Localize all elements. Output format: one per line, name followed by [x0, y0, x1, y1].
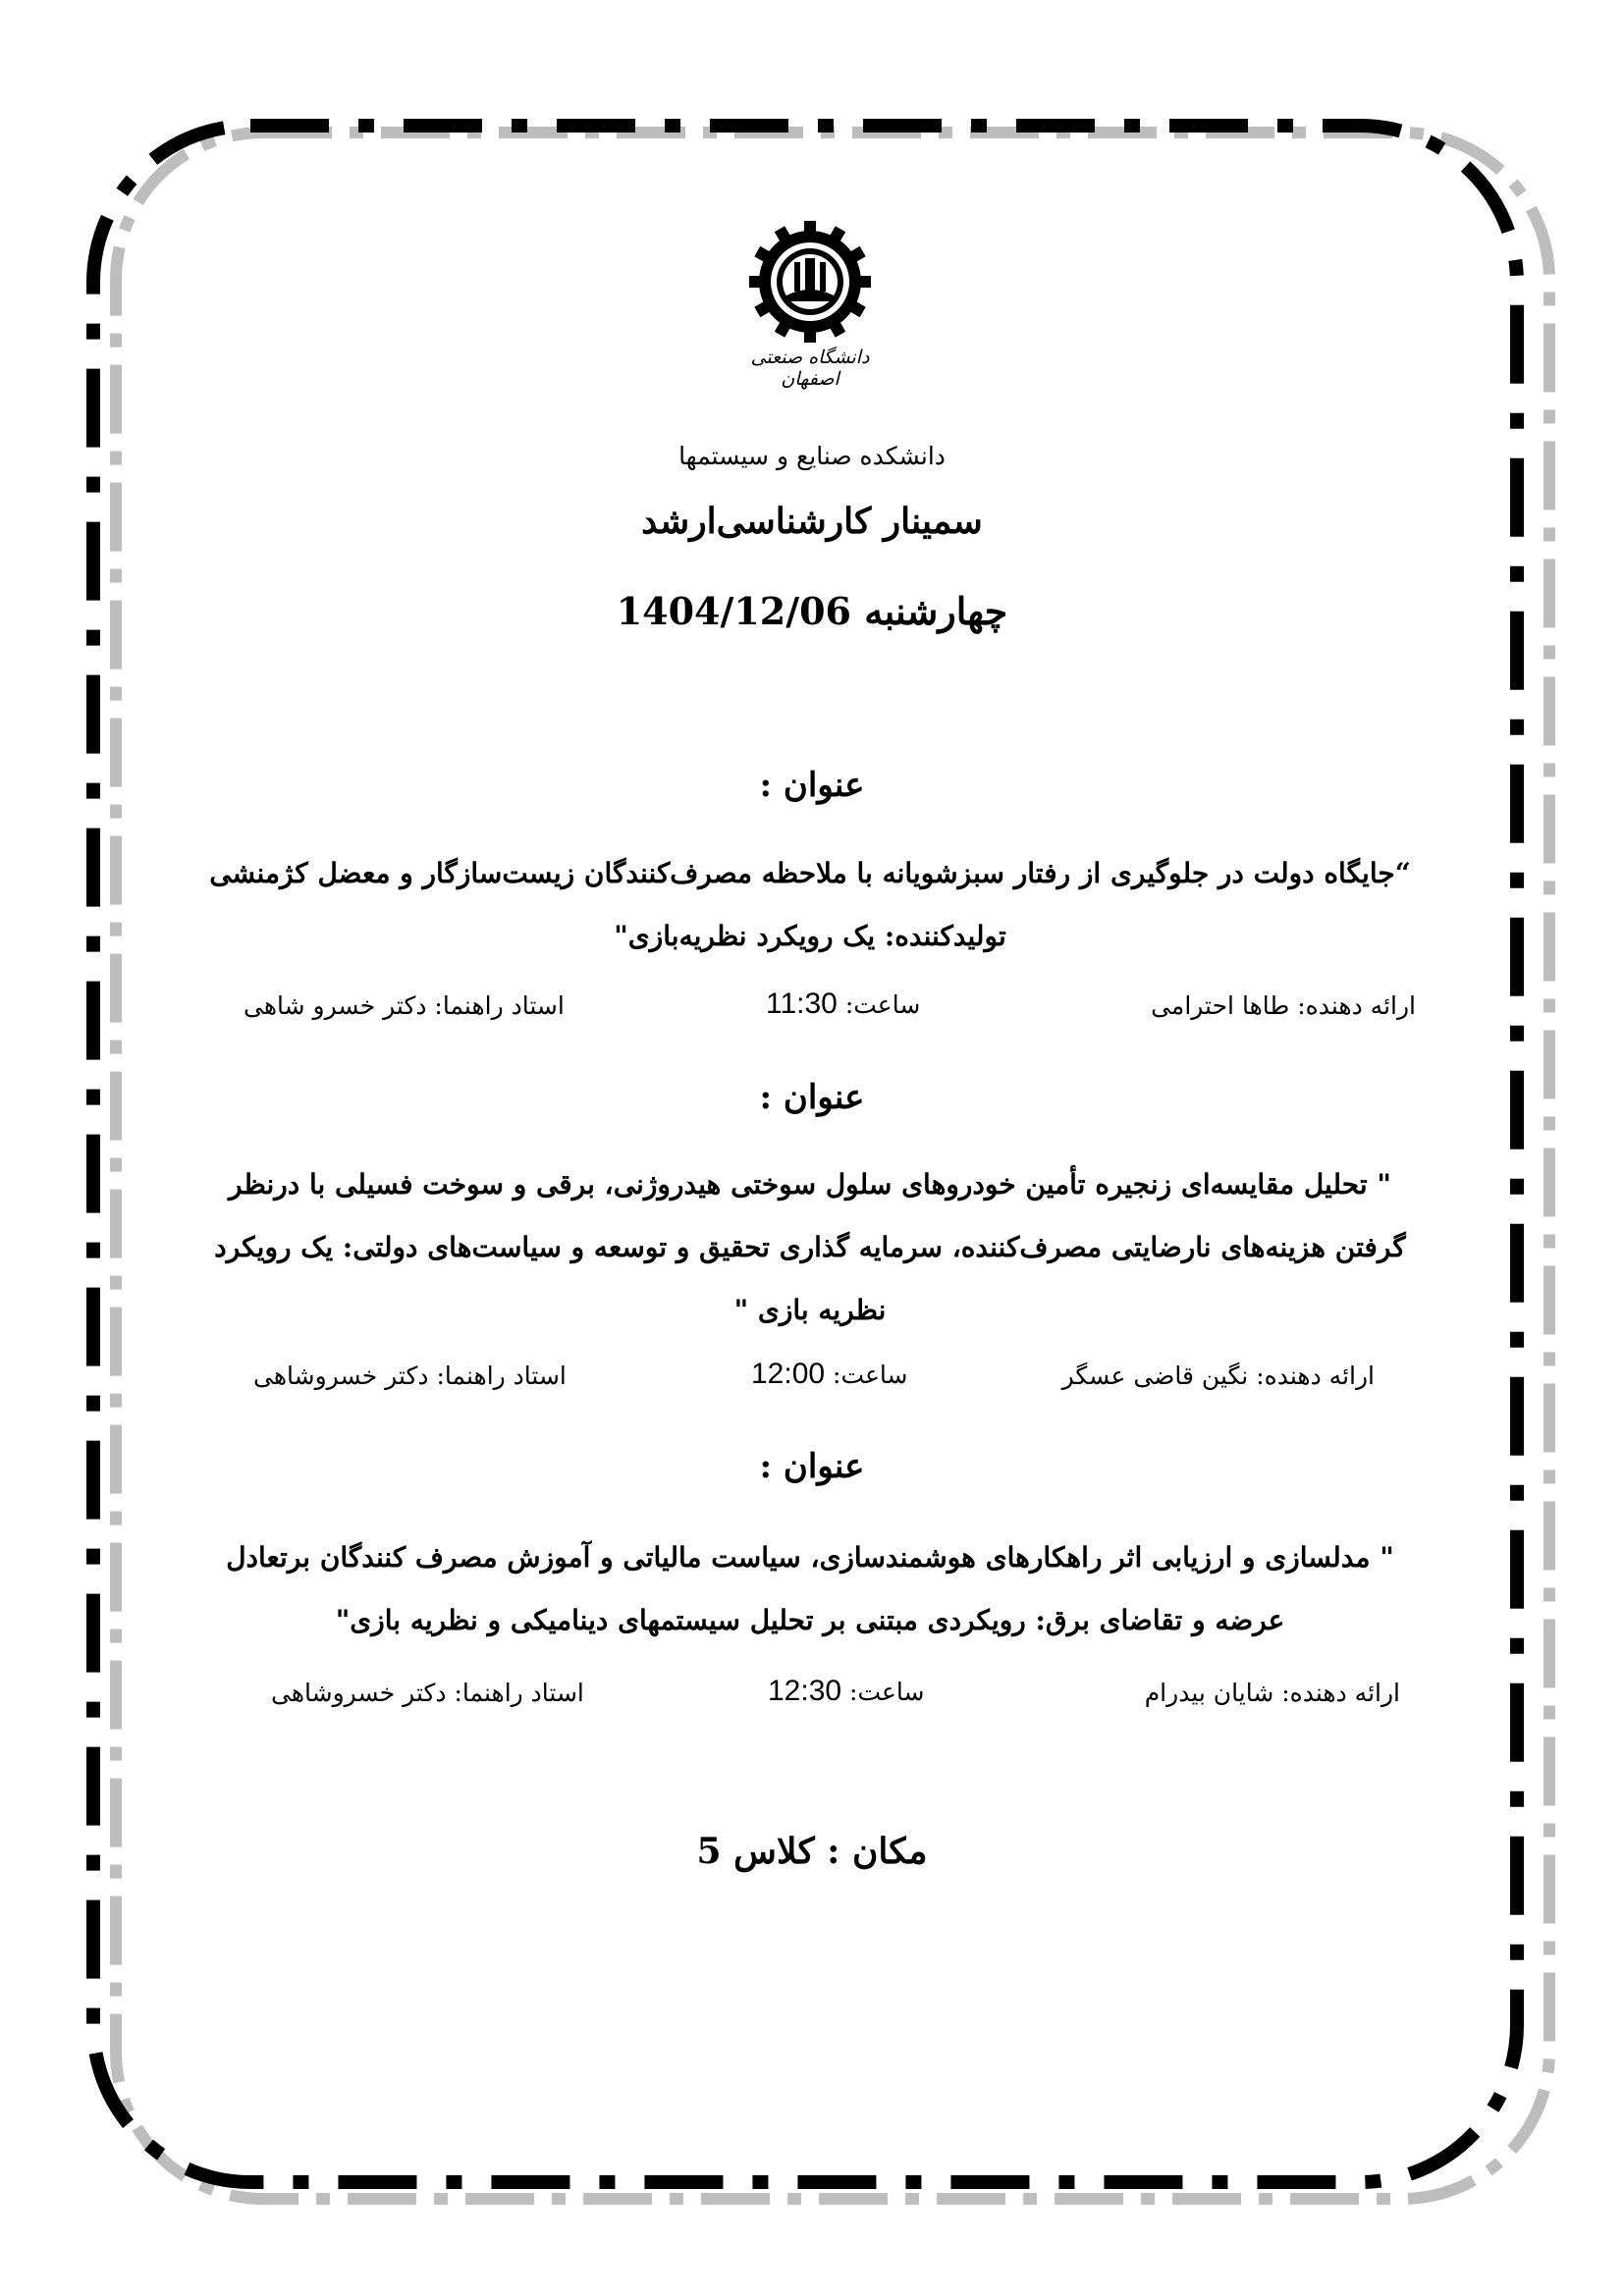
- talk-3-advisor: استاد راهنما: دکتر خسروشاهی: [271, 1679, 584, 1707]
- talk-3-heading: عنوان :: [759, 1447, 865, 1486]
- talk-2-title-line: " تحلیل مقایسه‌ای زنجیره تأمین خودروهای سلول سوختی هیدروژنی، برقی و سوخت فسیلی با درنظر: [229, 1168, 1391, 1201]
- talk-1-heading: عنوان :: [759, 766, 865, 805]
- talk-1-title-line: “جایگاه دولت در جلوگیری از رفتار سبزشویانه با ملاحظه مصرف‌کنندگان زیست‌سازگار و معضل کژمنشی: [209, 857, 1411, 889]
- talk-1-presenter: ارائه دهنده: طاها احترامی: [1151, 991, 1416, 1020]
- time-label: ساعت:: [849, 1678, 925, 1706]
- talk-3-title-line: عرضه و تقاضای برق: رویکردی مبتنی بر تحلیل سیستمهای دینامیکی و نظریه بازی": [335, 1604, 1285, 1636]
- talk-2-heading: عنوان :: [759, 1078, 865, 1117]
- time-value: 12:30: [768, 1675, 842, 1707]
- talk-3-title: [201, 1526, 1419, 1652]
- talk-2-presenter: ارائه دهنده: نگین قاضی عسگر: [1061, 1362, 1375, 1390]
- time-label: ساعت:: [844, 990, 921, 1019]
- talk-1-title-line: تولیدکننده: یک رویکرد نظریه‌بازی": [614, 920, 1006, 952]
- event-date: چهارشنبه 1404/12/06: [616, 589, 1008, 633]
- talk-2-title-line: نظریه بازی ": [733, 1294, 887, 1326]
- talk-2-advisor: استاد راهنما: دکتر خسروشاهی: [253, 1362, 567, 1390]
- talk-2-time: [751, 1358, 907, 1391]
- event-title: سمینار کارشناسی‌ارشد: [641, 501, 983, 542]
- talk-3-time: [768, 1675, 924, 1708]
- talk-1-advisor: استاد راهنما: دکتر خسرو شاهی: [244, 991, 565, 1020]
- talk-2-title: [201, 1153, 1419, 1342]
- talk-3-presenter: ارائه دهنده: شایان بیدرام: [1144, 1679, 1400, 1707]
- university-logo: [741, 221, 879, 390]
- logo-caption: دانشگاه صنعتی اصفهان: [750, 347, 870, 390]
- venue: مکان : کلاس 5: [696, 1831, 928, 1872]
- talk-1-time: [766, 988, 920, 1021]
- talk-3-title-line: " مدلسازی و ارزیابی اثر راهکارهای هوشمندسازی، سیاست مالیاتی و آموزش مصرف کنندگان برتعادل: [226, 1541, 1394, 1574]
- time-value: 11:30: [766, 988, 838, 1020]
- talk-1-title: [201, 842, 1419, 968]
- time-label: ساعت:: [833, 1361, 908, 1389]
- time-value: 12:00: [751, 1358, 826, 1390]
- talk-2-title-line: گرفتن هزینه‌های نارضایتی مصرف‌کننده، سرمایه گذاری تحقیق و توسعه و سیاست‌های دولتی: یک رویکرد: [214, 1231, 1406, 1263]
- faculty-name: دانشکده صنایع و سیستمها: [678, 442, 946, 470]
